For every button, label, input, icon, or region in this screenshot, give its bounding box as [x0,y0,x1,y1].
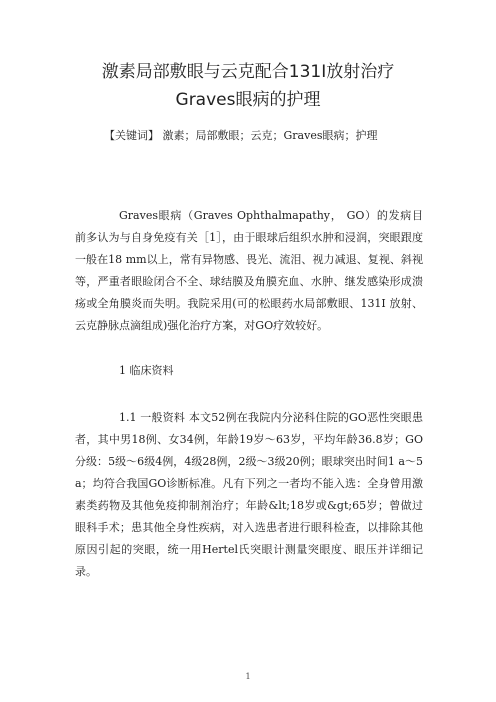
keywords-line: 【关键词】 激素；局部敷眼；云克；Graves眼病；护理 [104,129,378,142]
intro-paragraph: Graves眼病（Graves Ophthalmapathy， GO）的发病目前多认为与自身免疫有关［1］，由于眼球后组织水肿和浸润，突眼跟度一般在18 mm以上，常有异物感、畏光、流泪、视力减退、复视、斜视等，严重者眼睑闭合不全、球结膜及角膜充血、水肿、继发感染形成溃疡或全角膜炎而失明。我院采用(可的松眼药水局部敷眼、131I 放射、云克静脉点滴组成)强化治疗方案，对GO疗效较好。 [75,209,423,332]
title-line-2: Graves眼病的护理 [175,90,321,110]
section-heading: 1 临床资料 [119,364,174,377]
page-number: 1 [245,672,251,681]
general-info-paragraph: 1.1 一般资料 本文52例在我院内分泌科住院的GO恶性突眼患者，其中男18例、女34例，年龄19岁～63岁，平均年龄36.8岁；GO分级：5级～6级4例，4级28例，2级～3级20例；眼球突出时间1 a～5 a；均符合我国GO诊断标准。凡有下列之一者均不能入选：全身曾用激素类药物及其他免疫抑制剂治疗；年龄&lt;18岁或&gt;65岁；曾做过眼科手术；患其他全身性疾病，对入选患者进行眼科检查，以排除其他原因引起的突眼，统一用Hertel氏突眼计测量突眼度、眼压并详细记录。 [75,411,423,578]
document-title [60,58,436,114]
title-line-1: 激素局部敷眼与云克配合131I放射治疗 [101,62,395,82]
